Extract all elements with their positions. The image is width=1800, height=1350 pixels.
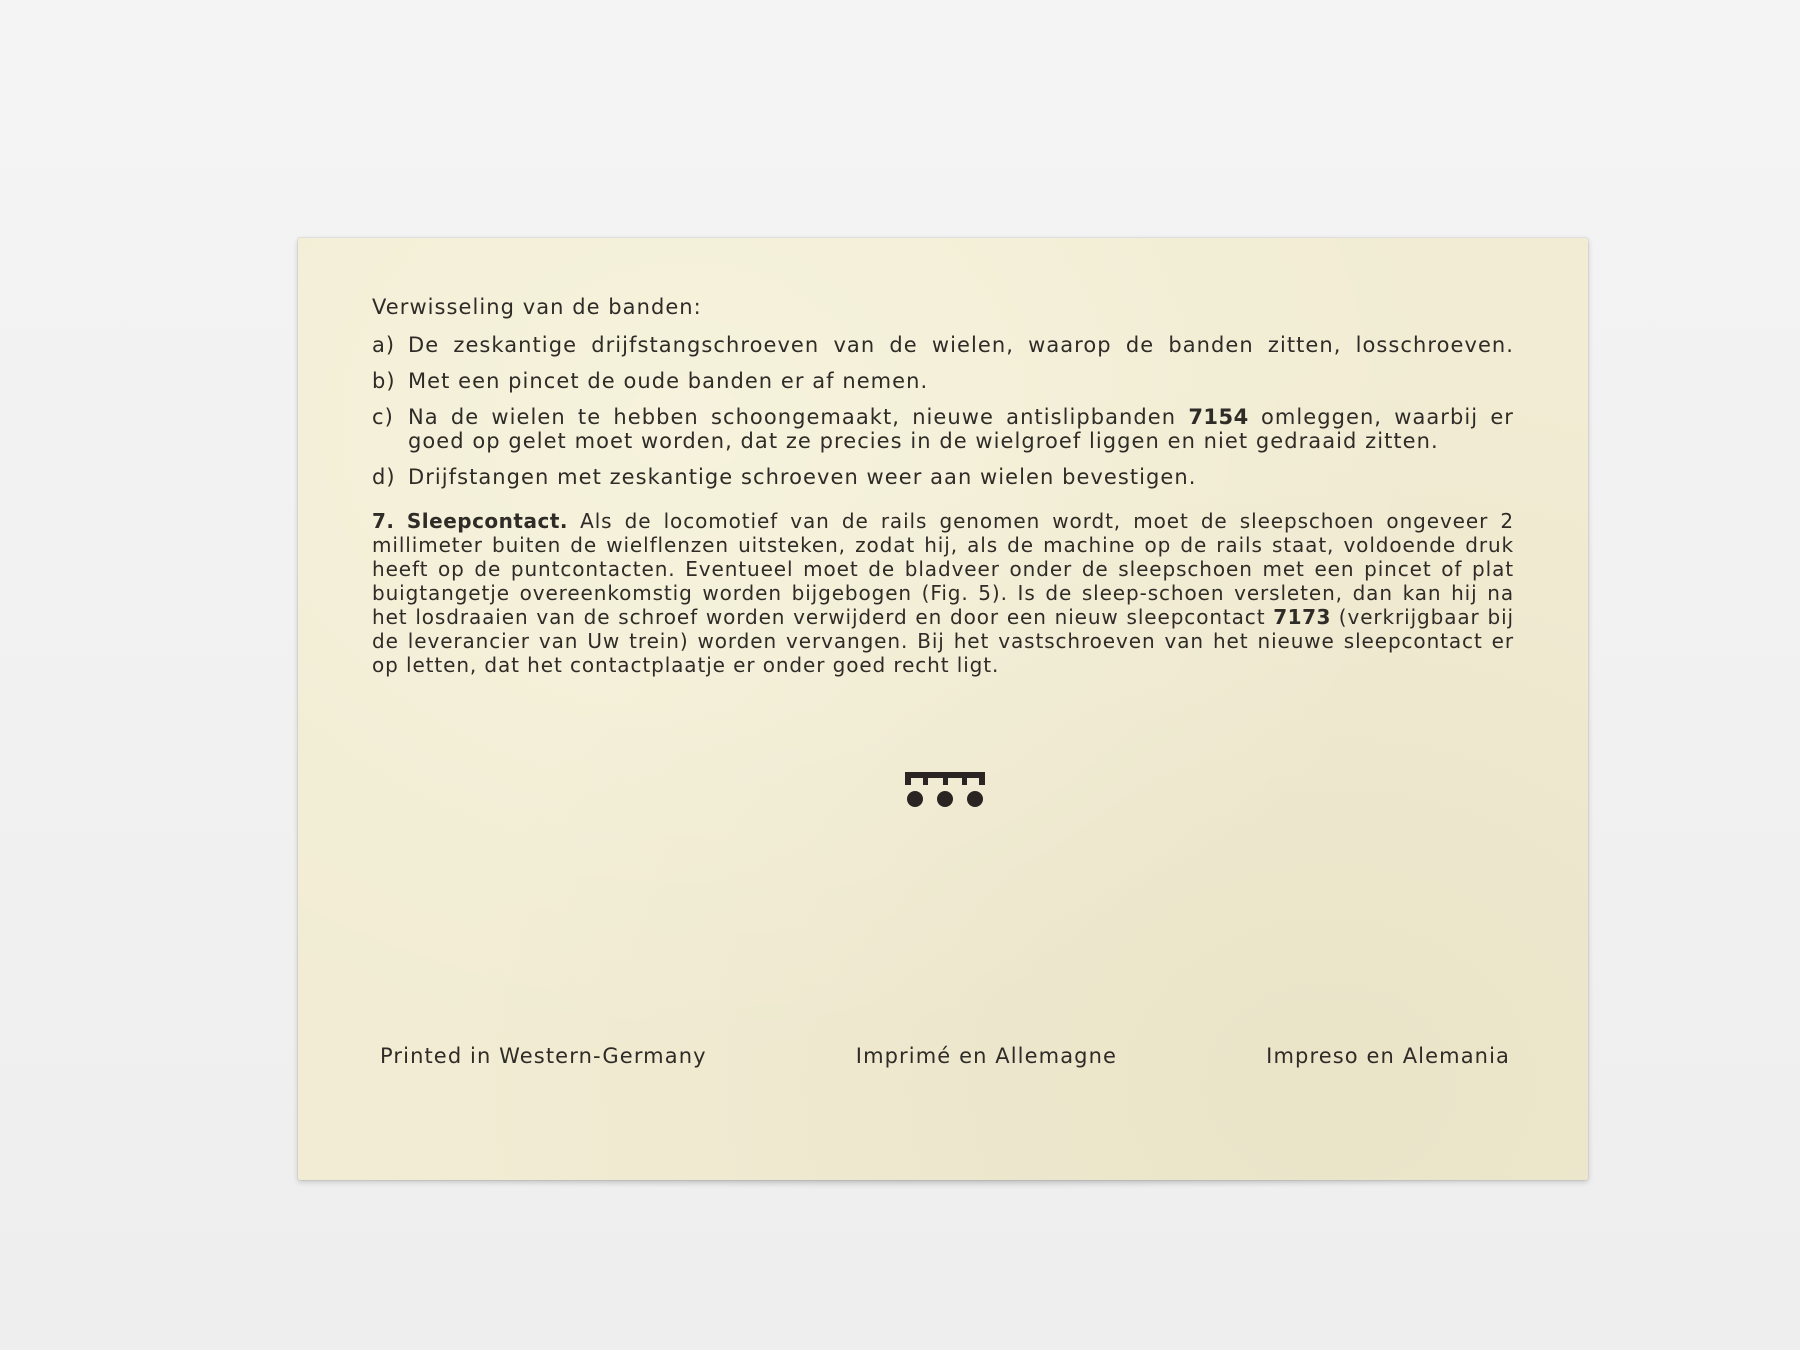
list-item-b bbox=[372, 369, 1514, 393]
part-number: 7154 bbox=[1188, 405, 1249, 429]
list-item-text bbox=[408, 405, 1514, 453]
page-content bbox=[372, 294, 1514, 677]
list-item-text: Drijfstangen met zeskantige schroeven weer aan wielen bevestigen. bbox=[408, 465, 1197, 489]
part-number: 7173 bbox=[1273, 605, 1331, 629]
footer-french: Imprimé en Allemagne bbox=[855, 1044, 1118, 1068]
footer-spanish: Impreso en Alemania bbox=[1266, 1044, 1510, 1068]
list-marker: b) bbox=[372, 369, 396, 393]
footer-english: Printed in Western-Germany bbox=[380, 1044, 707, 1068]
booklet-page bbox=[298, 238, 1588, 1180]
list-item-text-after: omleggen, waarbij er goed op gelet moet worden, dat ze precies in de wielgroef liggen en niet gedraaid zitten. bbox=[408, 405, 1514, 453]
list-item-text: De zeskantige drijfstangschroeven van de wielen, waarop de banden zitten, losschroeven. bbox=[408, 333, 1514, 357]
list-item-text-before: Na de wielen te hebben schoongemaakt, nieuwe antislipbanden bbox=[408, 405, 1189, 429]
paragraph-text-part2: (verkrijgbaar bij de leverancier van Uw trein) worden vervangen. Bij het vastschroeven van het nieuwe sleepcontact er op letten, dat het contactplaatje er onder goed recht ligt. bbox=[372, 605, 1514, 677]
list-item-d bbox=[372, 465, 1514, 489]
list-marker: a) bbox=[372, 333, 396, 357]
list-item-a bbox=[372, 333, 1514, 357]
wagon-logo-icon bbox=[903, 770, 987, 810]
list-item-c bbox=[372, 405, 1514, 453]
print-footer bbox=[380, 1044, 1510, 1068]
list-marker: c) bbox=[372, 405, 394, 429]
list-marker: d) bbox=[372, 465, 396, 489]
section-title: 7. Sleepcontact. bbox=[372, 509, 568, 533]
section-heading: Verwisseling van de banden: bbox=[372, 295, 702, 319]
list-item-text: Met een pincet de oude banden er af nemen. bbox=[408, 369, 929, 393]
sleepcontact-paragraph bbox=[372, 509, 1514, 677]
paragraph-text-part1: Als de locomotief van de rails genomen wordt, moet de sleepschoen ongeveer 2 millimeter buiten de wielflenzen uitsteken, zodat hij, als de machine op de rails staat, voldoende druk heeft op de puntcontacten. Eventueel moet de bladveer onder de sleepschoen met een pincet of plat buigtangetje overeenkomstig worden bijgebogen (Fig. 5). Is de sleep-schoen versleten, dan kan hij na het losdraaien van de schroef worden verwijderd en door een nieuw sleepcontact bbox=[372, 509, 1514, 629]
